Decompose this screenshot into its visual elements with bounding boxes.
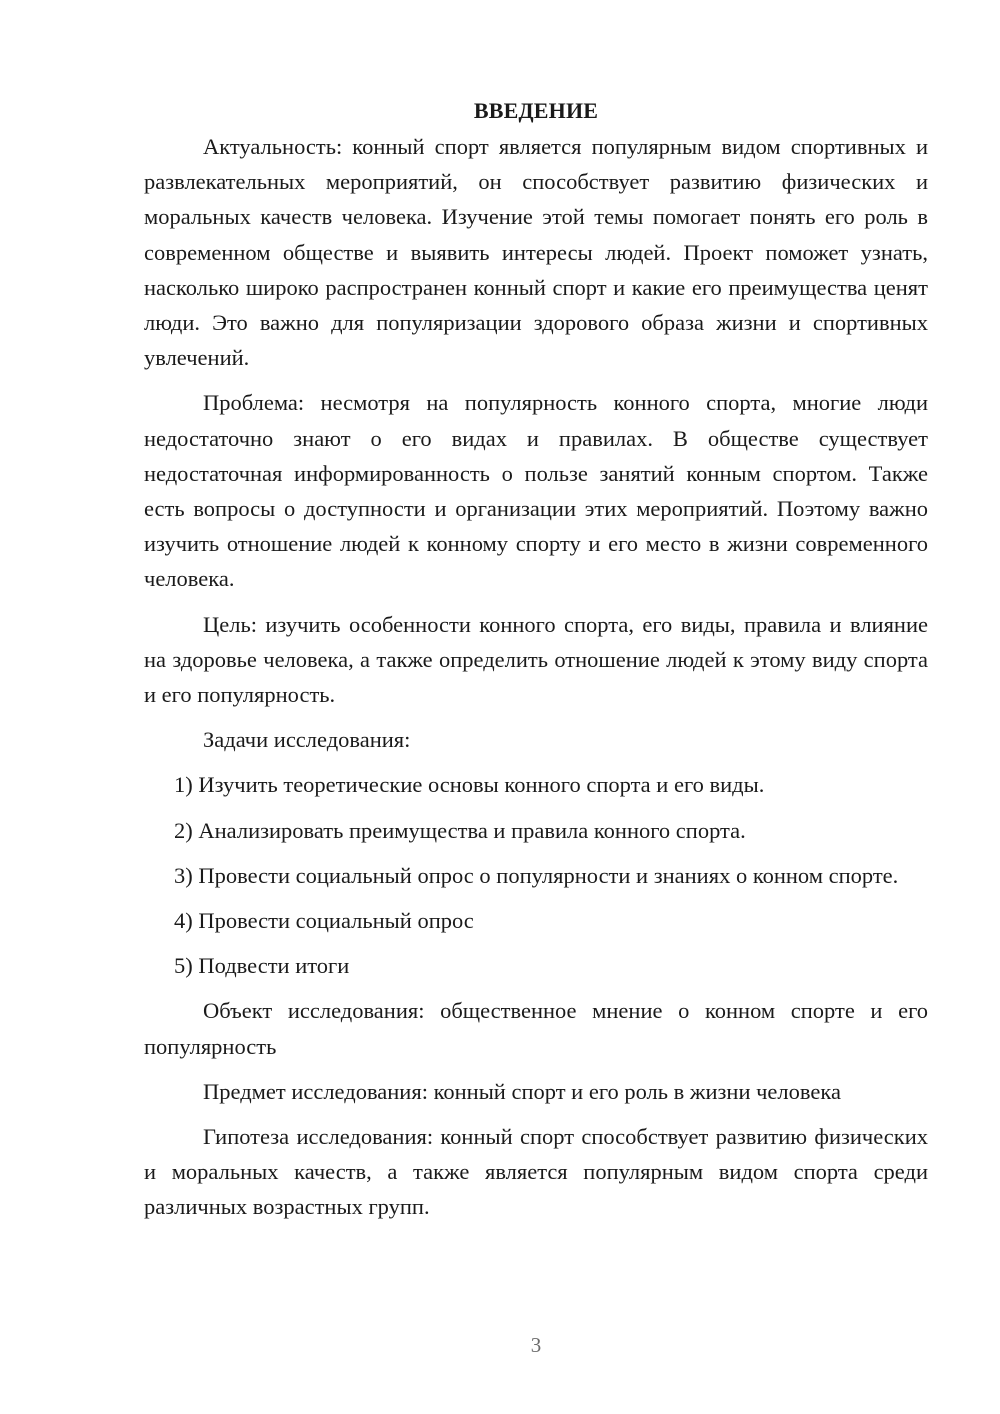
goal-paragraph: Цель: изучить особенности конного спорта, его виды, правила и влияние на здоровье человека, а также определить отношение людей к этому виду спорта и его популярность.	[144, 611, 928, 708]
relevance-paragraph: Актуальность: конный спорт является популярным видом спортивных и развлекательных мероприятий, он способствует развитию физических и моральных качеств человека. Изучение этой темы помогает понять его роль в современном обществе и выявить интересы людей. Проект поможет узнать, насколько широко распространен конный спорт и какие его преимущества ценят люди. Это важно для популяризации здорового образа жизни и спортивных увлечений.	[144, 134, 928, 371]
task-item-3: 3) Провести социальный опрос о популярности и знаниях о конном спорте.	[174, 862, 899, 888]
object-paragraph: Объект исследования: общественное мнение о конном спорте и его популярность	[144, 998, 928, 1059]
task-item-5: 5) Подвести итоги	[174, 953, 350, 979]
task-item-1: 1) Изучить теоретические основы конного спорта и его виды.	[174, 772, 765, 798]
hypothesis-paragraph: Гипотеза исследования: конный спорт способствует развитию физических и моральных качеств, а также является популярным видом спорта среди различных возрастных групп.	[144, 1124, 928, 1220]
problem-paragraph: Проблема: несмотря на популярность конного спорта, многие люди недостаточно знают о его видах и правилах. В обществе существует недостаточная информированность о пользе занятий конным спортом. Также есть вопросы о доступности и организации этих мероприятий. Поэтому важно изучить отношение людей к конному спорту и его место в жизни современного человека.	[144, 390, 928, 592]
page-number: 3	[530, 1333, 542, 1357]
tasks-heading: Задачи исследования:	[203, 727, 411, 753]
document-page	[144, 93, 928, 1235]
section-heading: ВВЕДЕНИЕ	[473, 98, 599, 123]
task-item-4: 4) Провести социальный опрос	[174, 908, 474, 934]
task-item-2: 2) Анализировать преимущества и правила конного спорта.	[174, 817, 746, 843]
subject-paragraph: Предмет исследования: конный спорт и его роль в жизни человека	[203, 1078, 841, 1104]
